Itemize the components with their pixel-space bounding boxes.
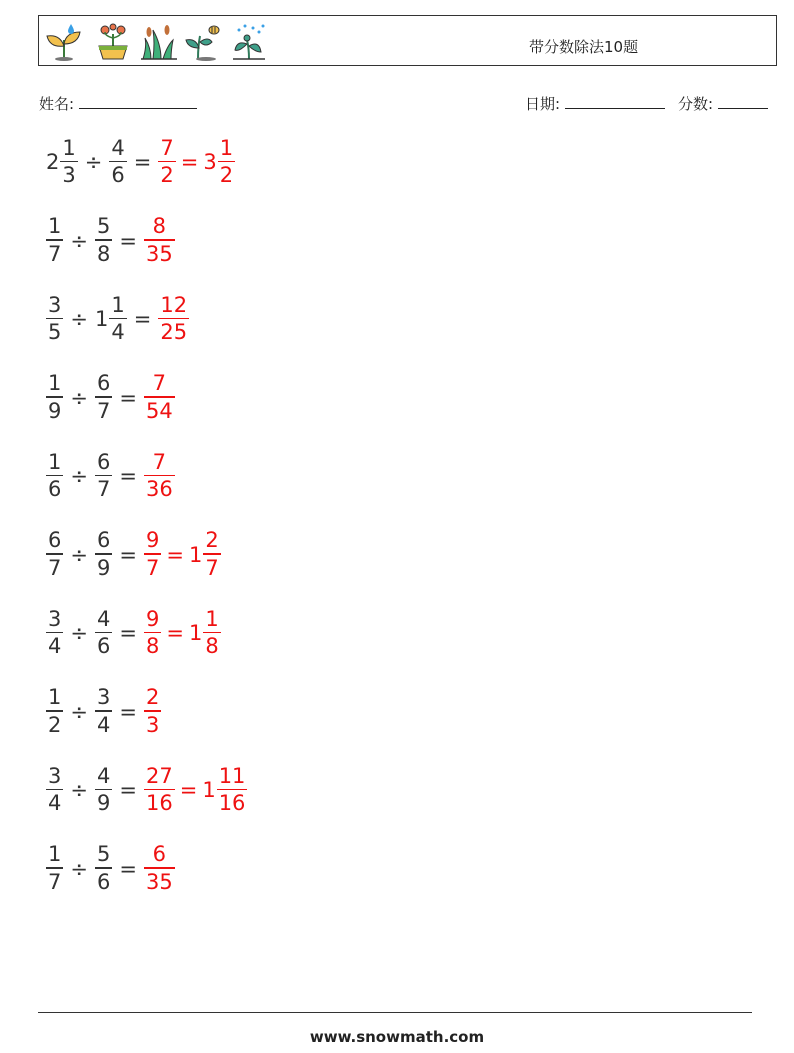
divisor-fraction [95, 687, 112, 736]
divisor-fraction [95, 763, 112, 816]
denominator: 6 [111, 163, 125, 188]
denominator: 4 [48, 791, 62, 816]
answer-fraction [158, 292, 189, 345]
divide-sign: ÷ [70, 621, 88, 645]
denominator: 9 [96, 791, 111, 816]
numerator: 1 [111, 292, 125, 317]
equals-sign: = [119, 228, 137, 253]
dividend-fraction [46, 449, 63, 502]
date-field [525, 93, 665, 114]
divide-sign: ÷ [70, 228, 88, 253]
answer [144, 606, 221, 659]
divisor-fraction [95, 373, 112, 422]
divide-sign: ÷ [70, 699, 88, 724]
divisor-fraction [95, 216, 112, 265]
footer-url: www.snowmath.com [309, 1028, 485, 1046]
numerator: 6 [152, 842, 167, 867]
numerator: 3 [48, 763, 62, 788]
equals-sign: = [119, 778, 137, 802]
equals-sign: = [119, 856, 137, 881]
answer [144, 449, 175, 502]
mixed-answer-fraction [218, 135, 235, 188]
problem-row [46, 837, 175, 901]
score-field [678, 93, 768, 114]
denominator: 3 [62, 163, 76, 188]
numerator: 1 [48, 842, 62, 867]
problem-row [46, 758, 247, 822]
divisor-fraction [95, 844, 112, 893]
divisor-fraction [109, 292, 126, 345]
numerator: 6 [96, 371, 111, 396]
date-label: 日期: [525, 95, 561, 113]
equals-sign: = [133, 150, 152, 174]
answer-fraction [144, 449, 175, 502]
problem-row [46, 444, 175, 508]
mixed-whole-number: 1 [202, 778, 216, 802]
divisor-fraction [95, 606, 112, 659]
numerator: 12 [160, 292, 188, 317]
answer [144, 763, 247, 816]
denominator: 25 [160, 320, 188, 345]
dividend-fraction [46, 844, 63, 893]
divide-sign: ÷ [70, 307, 88, 331]
denominator: 7 [145, 555, 160, 580]
denominator: 7 [205, 555, 219, 580]
dividend-fraction [46, 373, 63, 422]
flower-pot-icon [93, 22, 133, 62]
answer [144, 373, 175, 422]
denominator: 6 [96, 869, 111, 894]
divide-sign: ÷ [70, 542, 88, 567]
mixed-answer-fraction [203, 530, 220, 579]
denominator: 7 [96, 398, 111, 423]
answer-fraction [158, 135, 175, 188]
denominator: 6 [48, 477, 62, 502]
numerator: 1 [48, 685, 62, 710]
answer-fraction [144, 530, 161, 579]
denominator: 16 [218, 791, 246, 816]
numerator: 6 [96, 449, 111, 474]
answer-fraction [144, 216, 175, 265]
sprout-icon [44, 22, 84, 62]
numerator: 3 [48, 292, 62, 317]
equals-sign: = [166, 542, 184, 567]
answer-fraction [144, 763, 175, 816]
answer [144, 687, 161, 736]
numerator: 5 [96, 214, 111, 239]
equals-sign: = [119, 464, 137, 488]
dividend-fraction [60, 135, 77, 188]
numerator: 2 [205, 528, 219, 553]
divisor-fraction [109, 135, 126, 188]
denominator: 7 [48, 869, 62, 894]
bee-plant-icon [184, 22, 224, 62]
denominator: 5 [48, 320, 62, 345]
denominator: 3 [145, 712, 160, 737]
equals-sign: = [119, 542, 137, 567]
problem-row [46, 130, 235, 194]
equals-sign: = [119, 621, 137, 645]
score-label: 分数: [678, 95, 714, 113]
mixed-answer-fraction [217, 763, 248, 816]
divide-sign: ÷ [70, 464, 88, 488]
problem-row [46, 209, 175, 273]
header-box [38, 15, 777, 66]
denominator: 8 [96, 241, 111, 266]
footer-divider [38, 1012, 752, 1013]
denominator: 9 [96, 555, 111, 580]
numerator: 1 [48, 371, 62, 396]
equals-sign: = [119, 385, 137, 410]
answer [144, 216, 175, 265]
numerator: 1 [219, 135, 234, 160]
equals-sign: = [133, 307, 152, 331]
denominator: 9 [48, 398, 62, 423]
answer [144, 530, 221, 579]
numerator: 4 [96, 763, 111, 788]
numerator: 9 [145, 606, 160, 631]
numerator: 6 [48, 528, 62, 553]
denominator: 7 [96, 477, 111, 502]
denominator: 4 [111, 320, 125, 345]
dividend-fraction [46, 530, 63, 579]
numerator: 7 [160, 135, 174, 160]
numerator: 4 [111, 135, 125, 160]
denominator: 6 [96, 634, 111, 659]
problem-row [46, 680, 161, 744]
numerator: 1 [48, 449, 62, 474]
answer [158, 292, 189, 345]
name-label: 姓名: [39, 95, 75, 113]
whole-number: 2 [46, 150, 60, 174]
numerator: 3 [96, 685, 111, 710]
numerator: 9 [145, 528, 160, 553]
watering-plant-icon [229, 22, 269, 62]
divide-sign: ÷ [70, 778, 88, 802]
denominator: 54 [145, 398, 173, 423]
numerator: 8 [152, 214, 167, 239]
dividend-fraction [46, 292, 63, 345]
denominator: 36 [145, 477, 173, 502]
denominator: 8 [205, 634, 219, 659]
numerator: 11 [218, 763, 246, 788]
name-field [39, 93, 197, 114]
answer [144, 844, 175, 893]
numerator: 2 [145, 685, 160, 710]
grass-icon [139, 22, 179, 62]
answer [158, 135, 235, 188]
answer-fraction [144, 373, 175, 422]
denominator: 2 [219, 163, 234, 188]
numerator: 1 [48, 214, 62, 239]
numerator: 5 [96, 842, 111, 867]
answer-fraction [144, 606, 161, 659]
problem-row [46, 523, 221, 587]
problem-row [46, 287, 189, 351]
mixed-whole-number: 3 [203, 150, 217, 174]
denominator: 8 [145, 634, 160, 659]
name-blank[interactable] [79, 94, 197, 109]
score-blank[interactable] [718, 94, 768, 109]
numerator: 6 [96, 528, 111, 553]
divide-sign: ÷ [84, 150, 103, 174]
problem-row [46, 601, 221, 665]
equals-sign: = [119, 699, 137, 724]
answer-fraction [144, 687, 161, 736]
denominator: 16 [145, 791, 173, 816]
mixed-whole-number: 1 [188, 621, 203, 645]
equals-sign: = [179, 778, 198, 802]
numerator: 1 [62, 135, 76, 160]
numerator: 7 [152, 371, 167, 396]
equals-sign: = [180, 150, 199, 174]
divide-sign: ÷ [70, 856, 88, 881]
divisor-fraction [95, 449, 112, 502]
denominator: 4 [96, 712, 111, 737]
divide-sign: ÷ [70, 385, 88, 410]
problem-row [46, 366, 175, 430]
equals-sign: = [166, 621, 184, 645]
dividend-fraction [46, 763, 63, 816]
whole-number: 1 [94, 307, 109, 331]
numerator: 3 [48, 606, 62, 631]
dividend-fraction [46, 687, 63, 736]
mixed-answer-fraction [203, 606, 220, 659]
dividend-fraction [46, 606, 63, 659]
divisor-fraction [95, 530, 112, 579]
denominator: 2 [48, 712, 62, 737]
denominator: 4 [48, 634, 62, 659]
numerator: 7 [152, 449, 167, 474]
numerator: 4 [96, 606, 111, 631]
numerator: 27 [145, 763, 173, 788]
numerator: 1 [205, 606, 219, 631]
denominator: 35 [145, 241, 173, 266]
answer-fraction [144, 844, 175, 893]
date-blank[interactable] [565, 94, 665, 109]
denominator: 2 [160, 163, 174, 188]
page-title: 带分数除法10题 [529, 38, 639, 56]
denominator: 7 [48, 555, 62, 580]
denominator: 35 [145, 869, 173, 894]
dividend-fraction [46, 216, 63, 265]
denominator: 7 [48, 241, 62, 266]
mixed-whole-number: 1 [188, 542, 203, 567]
